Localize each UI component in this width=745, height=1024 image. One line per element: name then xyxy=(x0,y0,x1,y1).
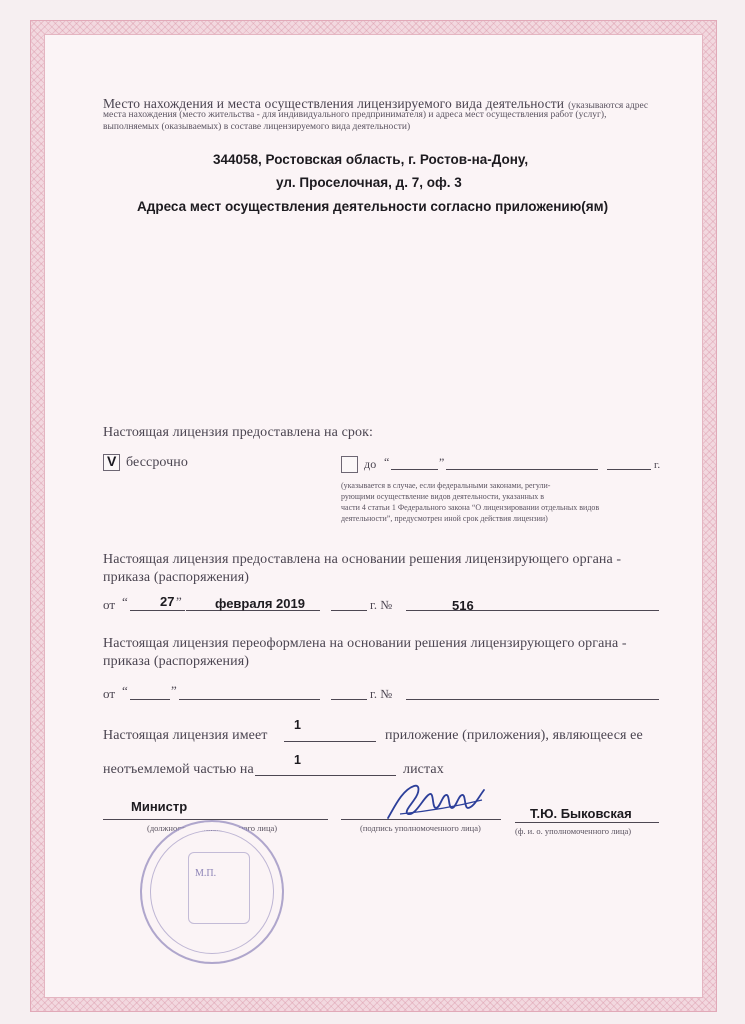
perpetual-check-mark: V xyxy=(107,453,117,469)
term-heading: Настоящая лицензия предоставлена на срок: xyxy=(103,425,373,440)
until-quote-close: ” xyxy=(439,455,445,469)
address-line-2: ул. Проселочная, д. 7, оф. 3 xyxy=(276,175,462,190)
reissue-quote-open: “ xyxy=(122,683,128,698)
signatory-position: Министр xyxy=(131,799,188,814)
reissue-year-line xyxy=(331,699,367,700)
perpetual-label: бессрочно xyxy=(126,455,188,470)
basis-quote-close: ” xyxy=(176,594,182,609)
reissue-day-line xyxy=(130,699,170,700)
basis-day: 27 xyxy=(160,594,175,609)
address-line-3: Адреса мест осуществления деятельности согласно приложению(ям) xyxy=(137,199,609,214)
header-line-3: выполняемых (оказываемых) в составе лицензируемого вида деятельности) xyxy=(103,122,411,132)
until-year-suffix: г. xyxy=(654,459,661,471)
appendix-count-line xyxy=(284,741,376,742)
until-year-line xyxy=(607,469,651,470)
basis-quote-open: “ xyxy=(122,594,128,609)
reissue-month-line xyxy=(179,699,320,700)
position-caption: (должность уполномоченного лица) xyxy=(147,823,278,833)
term-note-1: (указывается в случае, если федеральными законами, регули- xyxy=(341,481,551,490)
basis-year-suffix: г. № xyxy=(370,598,393,612)
seal-emblem xyxy=(188,852,250,924)
appendix-line-2-end: листах xyxy=(403,762,444,777)
handwritten-signature xyxy=(380,778,490,828)
term-note-3: части 4 статьи 1 Федерального закона “О лицензировании отдельных видов xyxy=(341,503,600,512)
until-month-line xyxy=(446,469,598,470)
appendix-count: 1 xyxy=(294,718,301,732)
signatory-name: Т.Ю. Быковская xyxy=(530,806,632,821)
term-note-4: деятельности”, предусмотрен иной срок действия лицензии) xyxy=(341,514,548,523)
until-quote-open: “ xyxy=(384,455,390,469)
reissue-year-suffix: г. № xyxy=(370,687,393,701)
reissue-quote-close: ” xyxy=(171,683,177,698)
basis-line-1: Настоящая лицензия предоставлена на основании решения лицензирующего органа - xyxy=(103,552,622,567)
appendix-line-1-start: Настоящая лицензия имеет xyxy=(103,728,268,743)
appendix-line-1-end: приложение (приложения), являющееся ее xyxy=(385,728,643,743)
seal-mp-label: М.П. xyxy=(195,868,217,879)
basis-number: 516 xyxy=(452,598,474,613)
basis-from-label: от xyxy=(103,597,116,612)
appendix-line-2-start: неотъемлемой частью на xyxy=(103,762,254,777)
header-line-2: места нахождения (место жительства - для индивидуального предпринимателя) и адреса мест осуществления работ (услуг), xyxy=(103,110,607,120)
until-day-line xyxy=(391,469,438,470)
until-checkbox xyxy=(341,456,358,473)
name-line xyxy=(515,822,659,823)
appendix-sheets-line xyxy=(255,775,396,776)
basis-number-line xyxy=(406,610,659,611)
address-line-1: 344058, Ростовская область, г. Ростов-на-Дону, xyxy=(213,152,529,167)
basis-line-2: приказа (распоряжения) xyxy=(103,570,250,585)
appendix-sheets: 1 xyxy=(294,753,301,767)
until-label: до xyxy=(364,457,377,471)
basis-day-line xyxy=(130,610,185,611)
term-note-2: рующими осуществление видов деятельности, указанных в xyxy=(341,492,545,501)
signature-caption: (подпись уполномоченного лица) xyxy=(360,823,481,833)
reissue-line-1: Настоящая лицензия переоформлена на основании решения лицензирующего органа - xyxy=(103,636,627,651)
reissue-line-2: приказа (распоряжения) xyxy=(103,654,250,669)
basis-year-line xyxy=(331,610,367,611)
reissue-from-label: от xyxy=(103,686,116,701)
basis-month-year: февраля 2019 xyxy=(215,596,305,611)
name-caption: (ф. и. о. уполномоченного лица) xyxy=(515,826,632,836)
header-line-1: Место нахождения и места осуществления лицензируемого вида деятельности (указываются адрес xyxy=(103,96,649,111)
reissue-number-line xyxy=(406,699,659,700)
